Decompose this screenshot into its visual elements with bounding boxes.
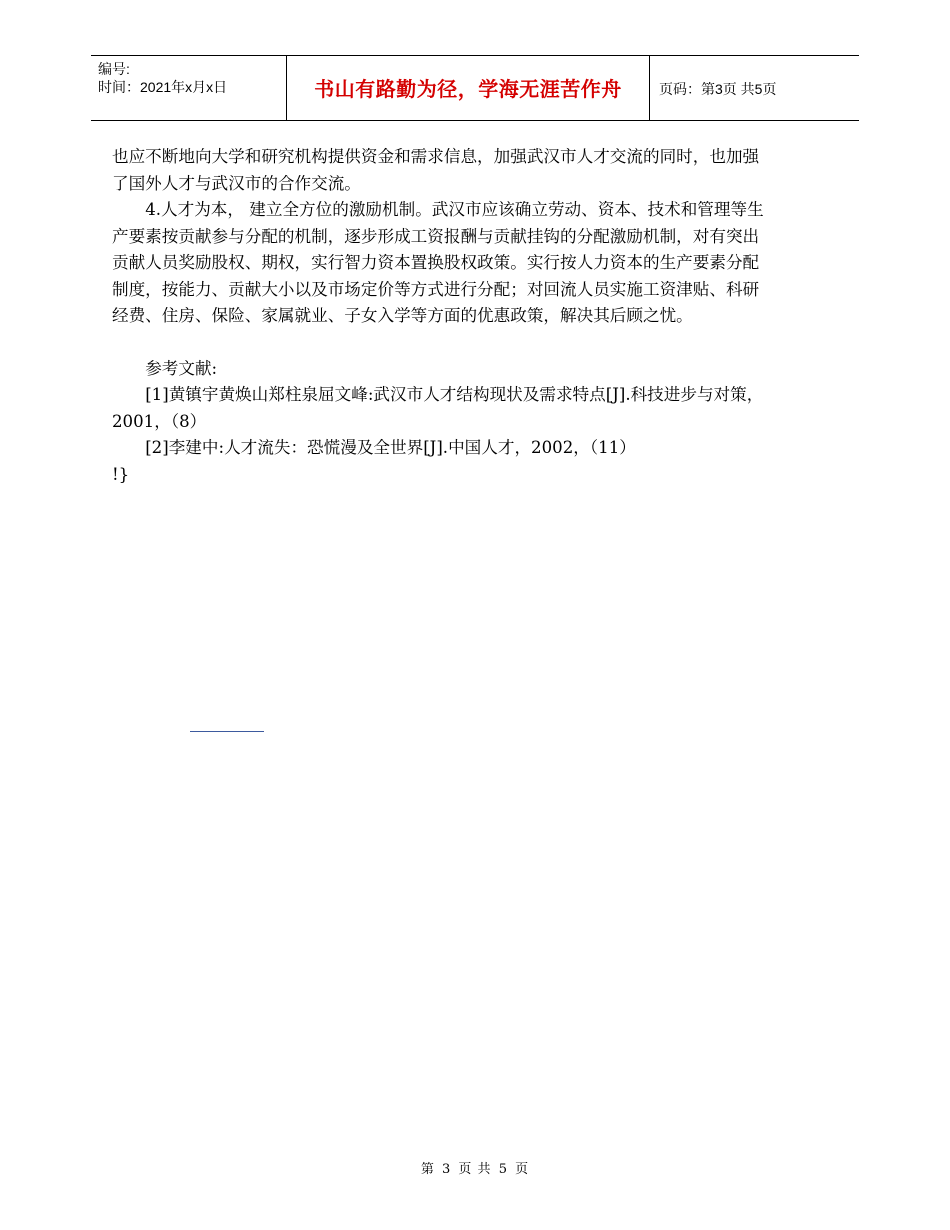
- reference-tail: !}: [112, 464, 130, 484]
- reference-item-1: [1]黄镇宇黄焕山郑柱泉屈文峰:武汉市人才结构现状及需求特点[J].科技进步与对策，2001，（8）: [112, 385, 764, 431]
- time-label: 时间：2021年x月x日: [98, 79, 228, 95]
- header-meta-cell: [91, 56, 287, 120]
- document-body: [112, 144, 772, 488]
- footer-total-pages: 5: [498, 1162, 508, 1177]
- page-footer: [0, 1158, 950, 1177]
- serial-label: 编号:: [98, 61, 130, 77]
- document-header: [91, 55, 859, 121]
- header-page-info: 页码：第3页 共5页: [659, 81, 777, 97]
- paragraph-gap: [112, 330, 772, 356]
- footer-suffix: 页: [515, 1162, 530, 1177]
- paragraph-continuation: 也应不断地向大学和研究机构提供资金和需求信息，加强武汉市人才交流的同时，也加强了国外人才与武汉市的合作交流。: [112, 147, 760, 193]
- references-heading: 参考文献:: [145, 358, 218, 378]
- footer-prefix: 第: [420, 1162, 435, 1177]
- header-motto: 书山有路勤为径，学海无涯苦作舟: [287, 56, 650, 120]
- footer-current-page: 3: [442, 1162, 452, 1177]
- reference-item-2: [2]李建中:人才流失：恐慌漫及全世界[J].中国人才，2002，（11）: [145, 438, 636, 457]
- paragraph-incentive: 4.人才为本， 建立全方位的激励机制。武汉市应该确立劳动、资本、技术和管理等生产要素按贡献参与分配的机制，逐步形成工资报酬与贡献挂钩的分配激励机制，对有突出贡献人员奖励股权、期权，实行智力资本置换股权政策。实行按人力资本的生产要素分配制度，按能力、贡献大小以及市场定价等方式进行分配；对回流人员实施工资津贴、科研经费、住房、保险、家属就业、子女入学等方面的优惠政策，解决其后顾之忧。: [112, 200, 764, 325]
- footer-middle: 页 共: [458, 1162, 492, 1177]
- hyperlink-underline[interactable]: [190, 731, 264, 732]
